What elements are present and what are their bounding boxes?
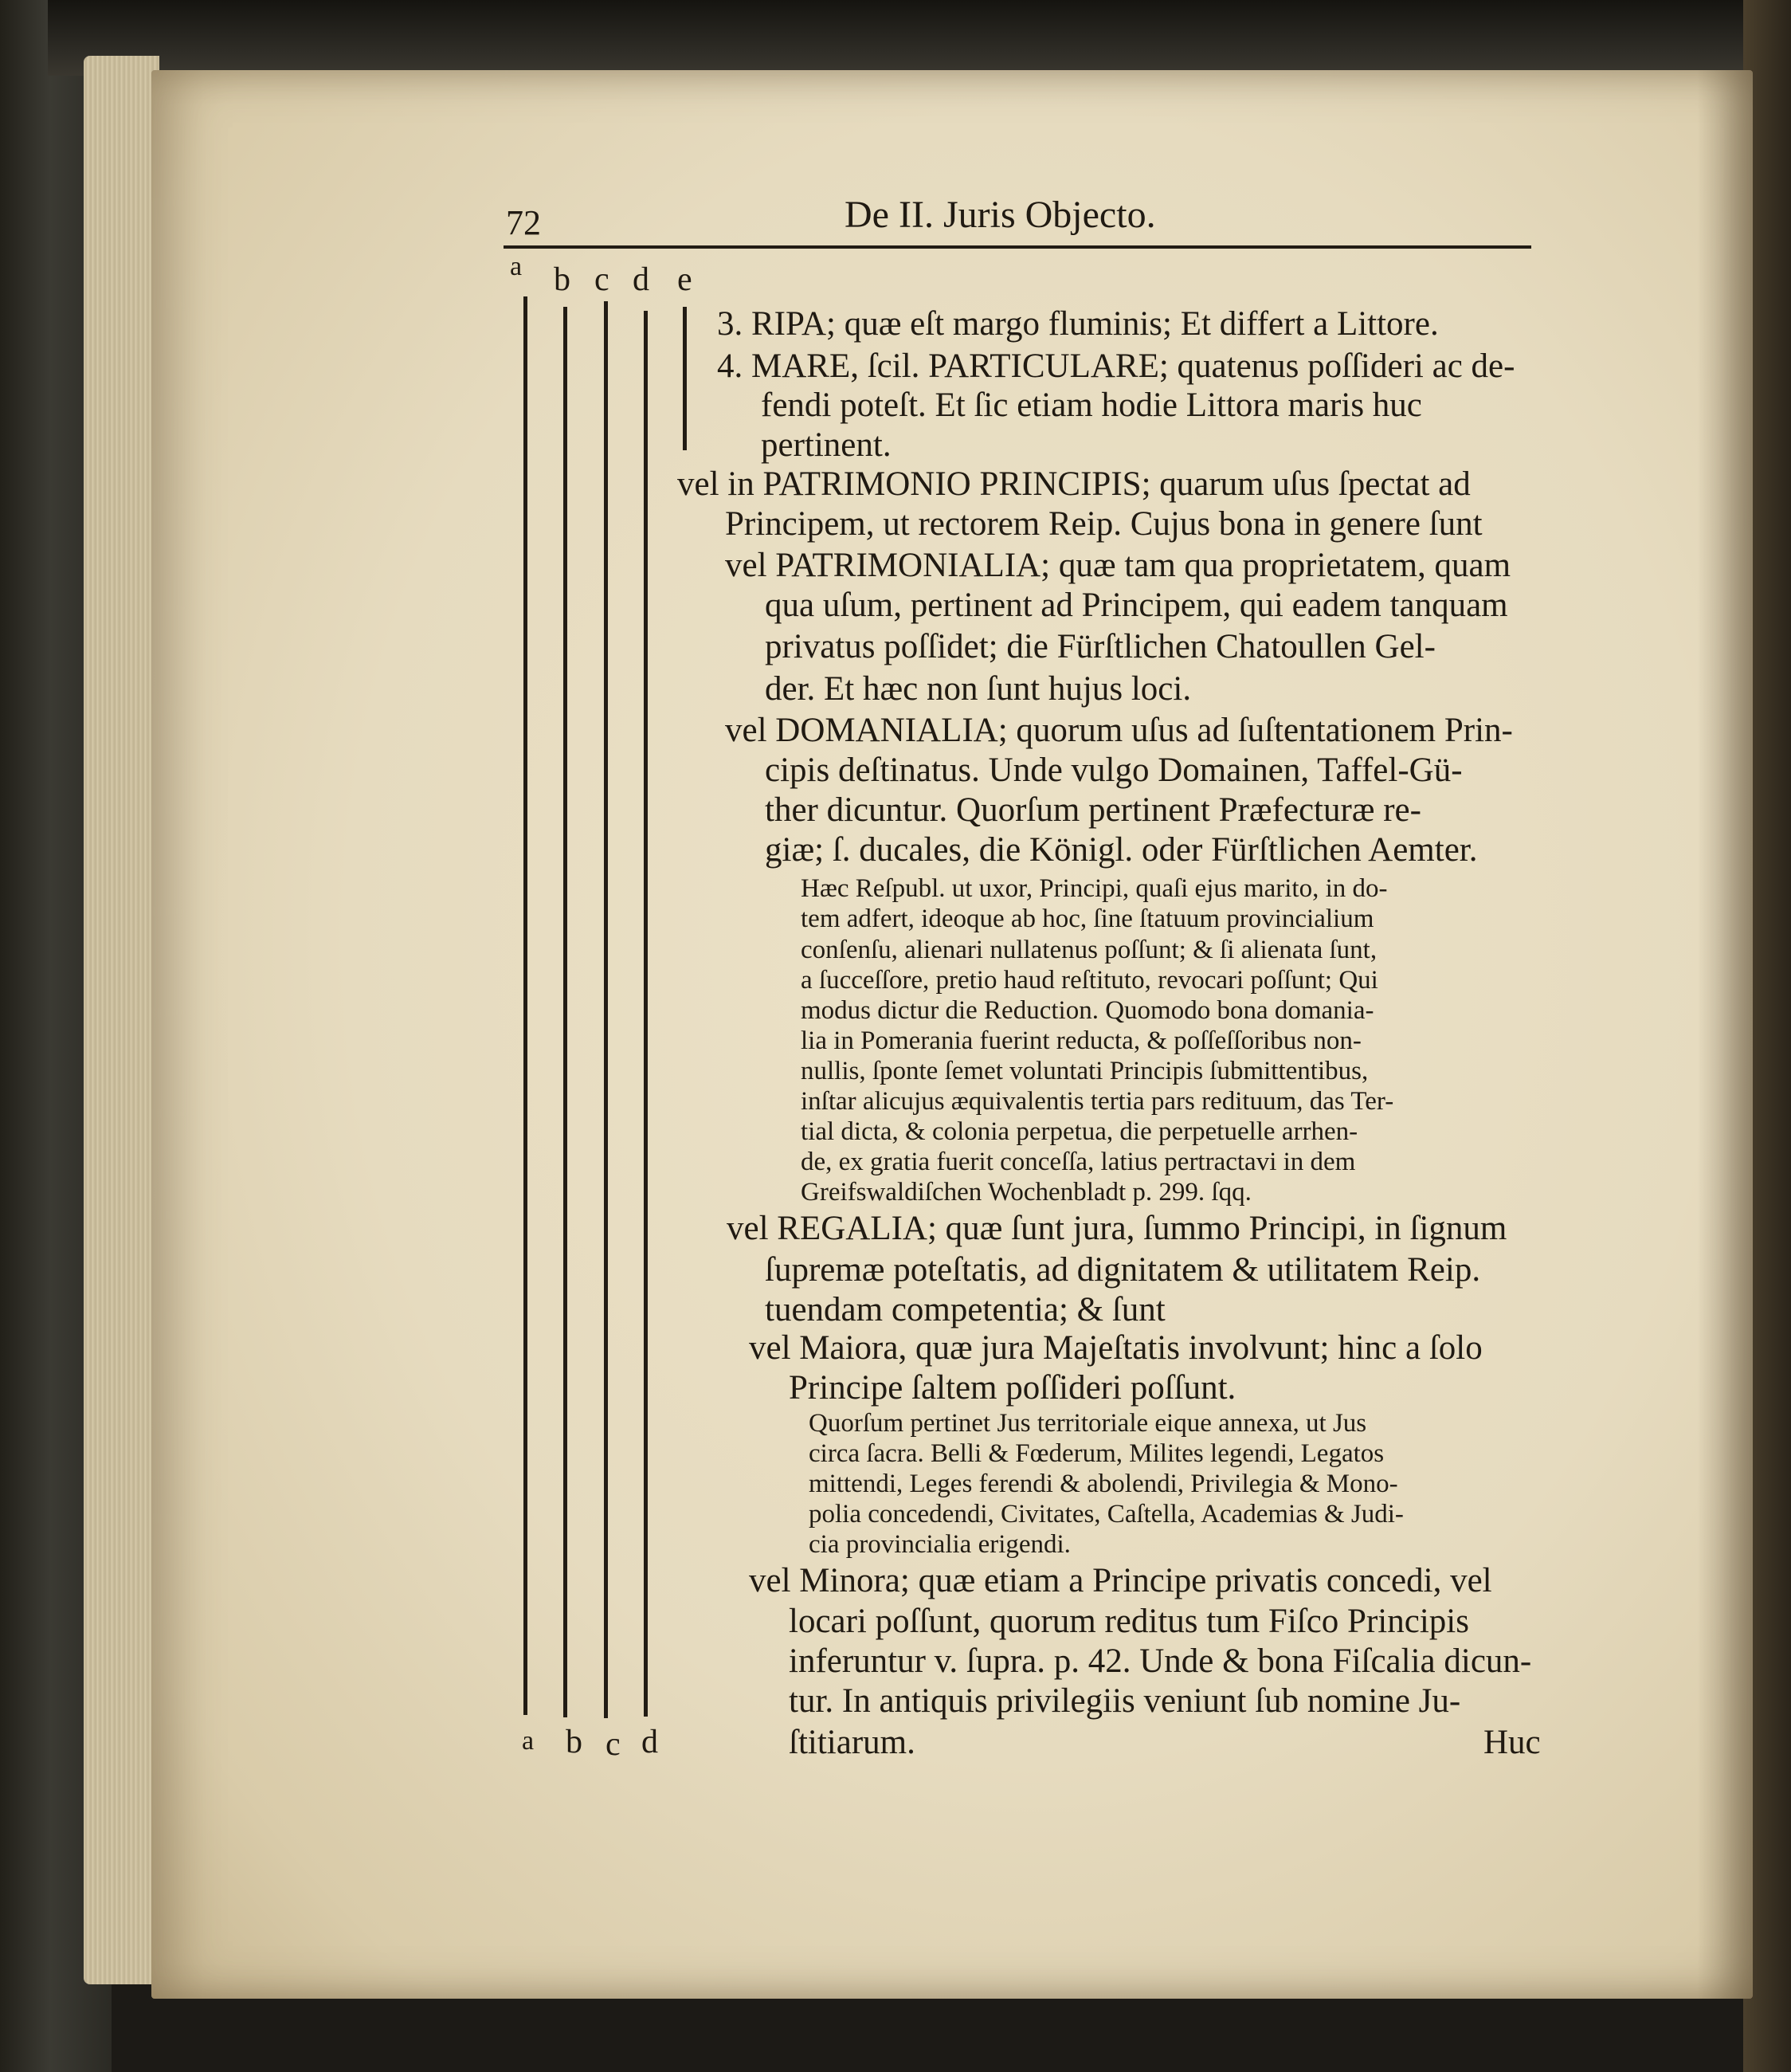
text-line: tuendam competentia; & ſunt	[765, 1291, 1166, 1328]
text-line: cipis deſtinatus. Unde vulgo Domainen, Taffel-Gü-	[765, 751, 1463, 789]
note-line: tem adfert, ideoque ab hoc, ſine ſtatuum provincialium	[801, 905, 1374, 933]
text-line: vel REGALIA; quæ ſunt jura, ſummo Principi, in ſignum	[727, 1210, 1507, 1247]
margin-letter-d-top: d	[633, 261, 649, 298]
text-line: 4. MARE, ſcil. PARTICULARE; quatenus poſſideri ac de-	[717, 347, 1515, 385]
text-line: ſtitiarum.	[789, 1724, 915, 1761]
gutter-shadow	[1697, 70, 1753, 1999]
catchword: Huc	[1483, 1724, 1541, 1761]
note-line: polia concedendi, Civitates, Caſtella, Academias & Judi-	[809, 1500, 1404, 1528]
text-line: Principe ſaltem poſſideri poſſunt.	[789, 1369, 1236, 1407]
text-line: ther dicuntur. Quorſum pertinent Præfecturæ re-	[765, 791, 1421, 829]
text-line: fendi poteſt. Et ſic etiam hodie Littora maris huc	[761, 387, 1422, 424]
note-line: Quorſum pertinet Jus territoriale eique annexa, ut Jus	[809, 1409, 1367, 1438]
bracket-line-a	[523, 296, 527, 1715]
running-title: De II. Juris Objecto.	[845, 194, 1156, 236]
note-line: cia provincialia erigendi.	[809, 1530, 1071, 1559]
text-line: tur. In antiquis privilegiis veniunt ſub nomine Ju-	[789, 1682, 1461, 1720]
bracket-line-b	[563, 307, 567, 1717]
note-line: nullis, ſponte ſemet voluntati Principis ſubmittentibus,	[801, 1057, 1369, 1085]
margin-letter-c-bottom: c	[605, 1726, 621, 1763]
text-line: vel Maiora, quæ jura Majeſtatis involvunt; hinc a ſolo	[749, 1329, 1483, 1367]
text-line: locari poſſunt, quorum reditus tum Fiſco Principis	[789, 1603, 1469, 1640]
margin-letter-a-bottom: a	[522, 1726, 535, 1756]
note-line: inſtar alicujus æquivalentis tertia pars redituum, das Ter-	[801, 1087, 1394, 1116]
note-line: tial dicta, & colonia perpetua, die perpetuelle arrhen-	[801, 1117, 1358, 1146]
margin-letter-b-top: b	[554, 261, 570, 298]
text-line: vel in PATRIMONIO PRINCIPIS; quarum uſus ſpectat ad	[677, 465, 1471, 503]
header-rule	[504, 245, 1531, 249]
margin-letter-e-top: e	[677, 261, 692, 298]
note-line: Greifswaldiſchen Wochenbladt p. 299. ſqq.	[801, 1178, 1252, 1207]
bracket-line-d	[644, 311, 648, 1717]
bracket-line-e	[683, 307, 687, 450]
note-line: a ſucceſſore, pretio haud reſtituto, revocari poſſunt; Qui	[801, 966, 1378, 995]
note-line: modus dictur die Reduction. Quomodo bona domania-	[801, 996, 1374, 1025]
margin-letter-a-top: a	[510, 252, 523, 281]
book-cover-top	[48, 0, 1791, 76]
note-line: lia in Pomerania fuerint reducta, & poſſeſſoribus non-	[801, 1026, 1362, 1055]
text-line: privatus poſſidet; die Fürſtlichen Chatoullen Gel-	[765, 628, 1436, 665]
note-line: conſenſu, alienari nullatenus poſſunt; & ſi alienata ſunt,	[801, 936, 1378, 964]
text-line: pertinent.	[761, 426, 892, 464]
text-line: vel PATRIMONIALIA; quæ tam qua proprietatem, quam	[725, 547, 1511, 584]
text-line: vel Minora; quæ etiam a Principe privatis concedi, vel	[749, 1562, 1492, 1599]
page-stack-edge	[84, 56, 159, 1984]
bracket-line-c	[604, 301, 608, 1718]
text-line: vel DOMANIALIA; quorum uſus ad ſuſtentationem Prin-	[725, 712, 1513, 749]
text-line: der. Et hæc non ſunt hujus loci.	[765, 670, 1192, 708]
text-line: giæ; ſ. ducales, die Königl. oder Fürſtlichen Aemter.	[765, 831, 1478, 869]
note-line: de, ex gratia fuerit conceſſa, latius pertractavi in dem	[801, 1148, 1356, 1176]
note-line: Hæc Reſpubl. ut uxor, Principi, quaſi ejus marito, in do-	[801, 874, 1388, 903]
margin-letter-b-bottom: b	[566, 1724, 582, 1760]
text-line: qua uſum, pertinent ad Principem, qui eadem tanquam	[765, 587, 1508, 624]
margin-letter-d-bottom: d	[641, 1724, 658, 1760]
margin-letter-c-top: c	[594, 261, 609, 298]
text-line: ſupremæ poteſtatis, ad dignitatem & utilitatem Reip.	[765, 1251, 1481, 1289]
text-line: Principem, ut rectorem Reip. Cujus bona in genere ſunt	[725, 505, 1483, 543]
note-line: circa ſacra. Belli & Fœderum, Milites legendi, Legatos	[809, 1439, 1385, 1468]
note-line: mittendi, Leges ferendi & abolendi, Privilegia & Mono-	[809, 1470, 1398, 1498]
text-line: 3. RIPA; quæ eſt margo fluminis; Et differt a Littore.	[717, 305, 1439, 343]
page-number: 72	[506, 203, 541, 242]
text-line: inferuntur v. ſupra. p. 42. Unde & bona Fiſcalia dicun-	[789, 1642, 1532, 1680]
